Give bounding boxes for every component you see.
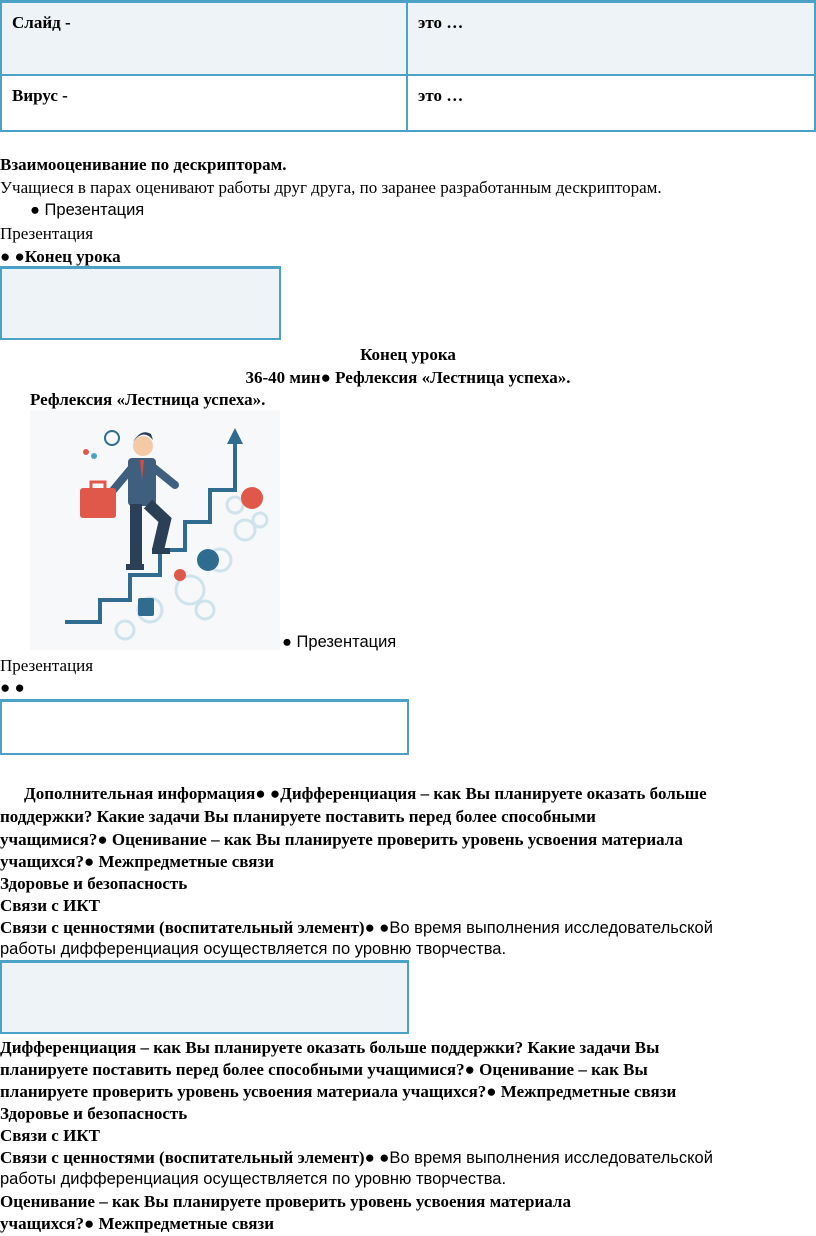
empty-box-2 <box>0 699 409 755</box>
table-term-2: Вирус - <box>12 86 68 105</box>
info-line-8: работы дифференциация осуществляется по уровню творчества. <box>0 940 507 958</box>
end-of-lesson-label: Конец урока <box>24 247 121 266</box>
end-title: Конец урока <box>360 345 456 364</box>
time-label: 36-40 мин <box>245 368 321 387</box>
empty-box-1 <box>0 266 281 340</box>
info2-line-2: планируете поставить перед более способными учащимися?● Оценивание – как Вы <box>0 1060 648 1079</box>
info-line-4: учащихся?● Межпредметные связи <box>0 852 275 871</box>
research-text: Во время выполнения исследовательской <box>389 919 713 937</box>
info-line-7 <box>0 916 713 940</box>
info2-line-5: Связи с ИКТ <box>0 1126 100 1145</box>
info2-line-9: учащихся?● Межпредметные связи <box>0 1214 275 1233</box>
bullets-4: ● ● <box>364 1148 390 1167</box>
info2-line-8: Оценивание – как Вы планируете проверить уровень усвоения материала <box>0 1192 571 1211</box>
peer-assessment-heading: Взаимооценивание по дескрипторам. <box>0 155 287 174</box>
info-line-6: Связи с ИКТ <box>0 896 100 915</box>
info2-line-3: планируете проверить уровень усвоения материала учащихся?● Межпредметные связи <box>0 1082 677 1101</box>
reflection-bullet: ● Рефлексия «Лестница успеха». <box>320 368 571 387</box>
info2-line-1: Дифференциация – как Вы планируете оказать больше поддержки? Какие задачи Вы <box>0 1038 660 1057</box>
info2-line-6 <box>0 1146 713 1170</box>
table-row-2 <box>0 74 816 132</box>
table-divider <box>406 0 408 132</box>
plain-presentation-2: Презентация <box>0 656 94 675</box>
info-line-5: Здоровье и безопасность <box>0 874 188 893</box>
table-def-2: это … <box>418 86 464 105</box>
values-link-label: Связи с ценностями (воспитательный элемент) <box>0 918 365 937</box>
peer-assessment-text: Учащиеся в парах оценивают работы друг друга, по заранее разработанным дескрипторам. <box>0 178 662 197</box>
bullets-2: ● ● <box>0 678 25 697</box>
bullet-presentation-2: ● Презентация <box>282 633 397 651</box>
empty-box-3 <box>0 960 409 1034</box>
differentiation-text: ● ●Дифференциация – как Вы планируете оказать больше <box>255 784 707 803</box>
bullet-presentation: ● Презентация <box>30 201 145 219</box>
table-term-1: Слайд - <box>12 13 71 32</box>
values-link-label-2: Связи с ценностями (воспитательный элемент) <box>0 1148 365 1167</box>
time-reflection-line <box>0 366 816 389</box>
info2-line-7: работы дифференциация осуществляется по уровню творчества. <box>0 1170 507 1188</box>
ladder-of-success-illustration <box>30 410 280 650</box>
end-of-lesson-line <box>0 245 121 268</box>
bullets: ● ● <box>0 247 25 266</box>
table-def-1: это … <box>418 13 464 32</box>
table-row-1 <box>0 0 816 76</box>
bullets-3: ● ● <box>364 918 390 937</box>
research-text-2: Во время выполнения исследовательской <box>389 1149 713 1167</box>
plain-presentation: Презентация <box>0 224 94 243</box>
info-line-3: учащимися?● Оценивание – как Вы планируете проверить уровень усвоения материала <box>0 830 683 849</box>
info-line-2: поддержки? Какие задачи Вы планируете поставить перед более способными <box>0 807 596 826</box>
info-line-1 <box>24 782 707 805</box>
info2-line-4: Здоровье и безопасность <box>0 1104 188 1123</box>
additional-info-label: Дополнительная информация <box>24 784 256 803</box>
reflection-title: Рефлексия «Лестница успеха». <box>30 390 266 409</box>
